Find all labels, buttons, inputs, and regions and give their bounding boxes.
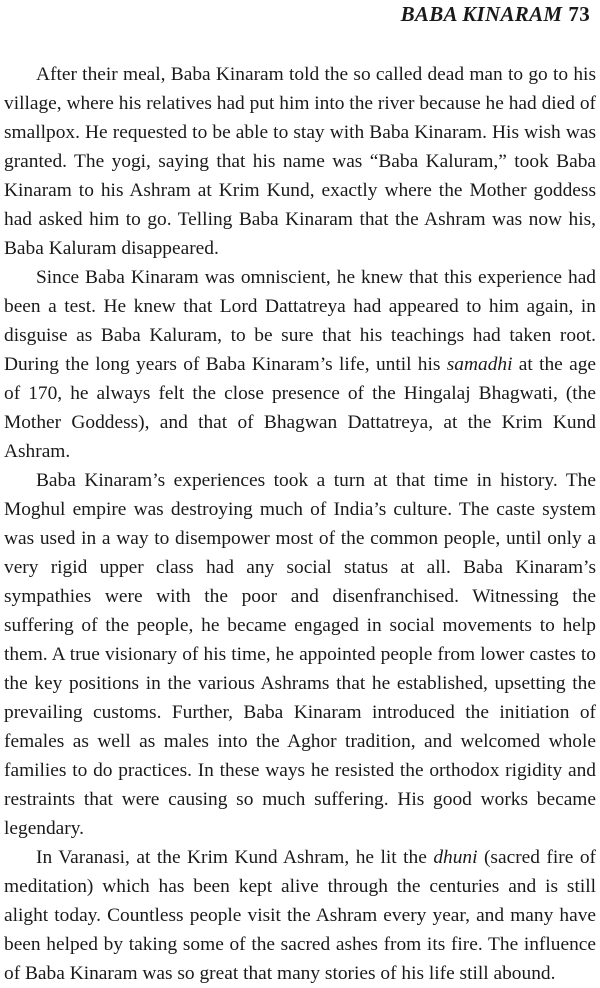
paragraph-3 [4, 466, 596, 843]
paragraph-1 [4, 60, 596, 263]
body-text [4, 60, 596, 988]
running-title: BABA KINARAM [400, 2, 563, 26]
paragraph-4 [4, 843, 596, 988]
paragraph-2-text-a: Since Baba Kinaram was omniscient, he knew that this experience had been a test. He knew that Lord Dattatreya had appeared to him again, in disguise as Baba Kaluram, to be sure that his teachings had taken root. During the long years of Baba Kinaram’s life, until his [4, 267, 596, 375]
page-number: 73 [568, 2, 590, 26]
paragraph-1-text: After their meal, Baba Kinaram told the so called dead man to go to his village, where his relatives had put him into the river because he had died of smallpox. He requested to be able to stay with Baba Kinaram. His wish was granted. The yogi, saying that his name was “Baba Kaluram,” took Baba Kinaram to his Ashram at Krim Kund, exactly where the Mother goddess had asked him to go. Telling Baba Kinaram that the Ashram was now his, Baba Kaluram disappeared. [4, 64, 596, 259]
paragraph-4-text-a: In Varanasi, at the Krim Kund Ashram, he lit the [36, 847, 434, 868]
paragraph-2 [4, 263, 596, 466]
paragraph-2-text-b: at the age of 170, he always felt the close presence of the Hingalaj Bhagwati, (the Mother Goddess), and that of Bhagwan Dattatreya, at the Krim Kund Ashram. [4, 354, 596, 462]
dhuni-term: dhuni [433, 847, 478, 868]
paragraph-3-text: Baba Kinaram’s experiences took a turn at that time in history. The Moghul empire was destroying much of India’s culture. The caste system was used in a way to disempower most of the common people, until only a very rigid upper class had any social status at all. Baba Kinaram’s sympathies were with the poor and disenfranchised. Witnessing the suffering of the people, he became engaged in social movements to help them. A true visionary of his time, he appointed people from lower castes to the key positions in the various Ashrams that he established, upsetting the prevailing customs. Further, Baba Kinaram introduced the initiation of females as well as males into the Aghor tradition, and welcomed whole families to do practices. In these ways he resisted the orthodox rigidity and restraints that were causing so much suffering. His good works became legendary. [4, 470, 596, 839]
samadhi-term: samadhi [446, 354, 513, 375]
running-header [401, 2, 590, 27]
paragraph-4-text-b: (sacred fire of meditation) which has been kept alive through the centuries and is still alight today. Countless people visit the Ashram every year, and many have been helped by taking some of the sacred ashes from its fire. The influence of Baba Kinaram was so great that many stories of his life still abound. [4, 847, 596, 984]
